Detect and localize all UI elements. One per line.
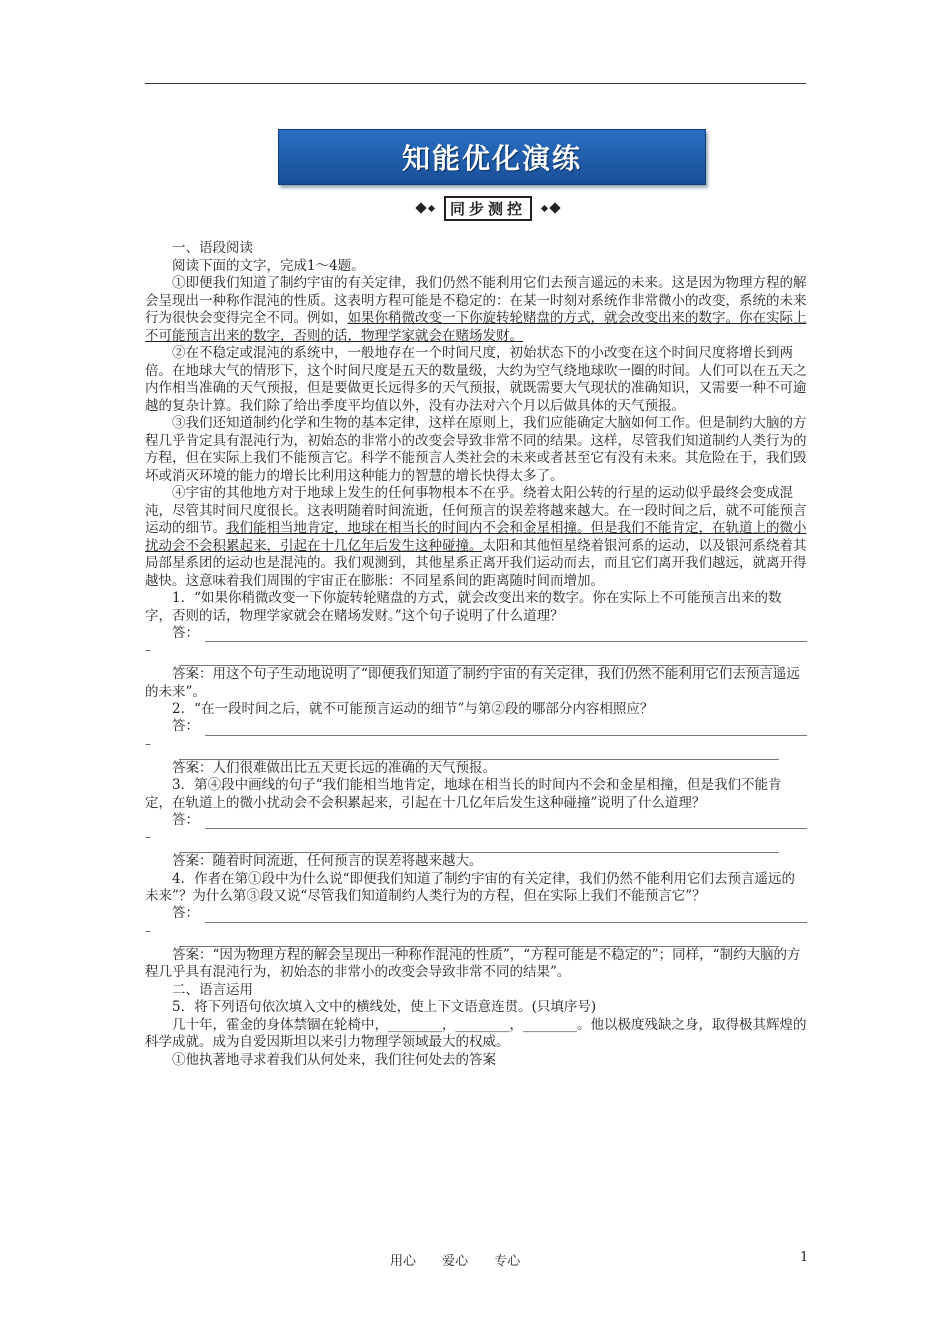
answer-line-1[interactable] xyxy=(145,625,807,642)
p1-underlined: 如果你稍微改变一下你旋转轮赌盘的方式，就会改变出来的数字。你在实际上不可能预言出来的数字，否则的话，物理学家就会在赌场发财。 xyxy=(145,310,807,344)
question-5-text: 几十年，霍金的身体禁锢在轮椅中，________，________，________。他以极度残缺之身，取得极其辉煌的科学成就。成为自爱因斯坦以来引力物理学领域最大的权威。 xyxy=(145,1016,807,1050)
title-banner xyxy=(278,129,706,185)
paragraph-3: ③我们还知道制约化学和生物的基本定律，这样在原则上，我们应能确定大脑如何工作。但是制约大脑的方程几乎肯定具有混沌行为，初始态的非常小的改变会导致非常不同的结果。这样，尽管我们知道制约人类行为的方程，但在实际上我们不能预言它。科学不能预言人类社会的未来或者甚至它有没有未来。其危险在于，我们毁坏或消灭环境的能力的增长比利用这种能力的智慧的增长快得太多了。 xyxy=(145,415,807,484)
answer-rule xyxy=(179,753,779,760)
answer-label: 答： xyxy=(172,718,199,734)
answer-label: 答： xyxy=(172,624,199,641)
section1-instruction: 阅读下面的文字，完成1～4题。 xyxy=(172,257,365,274)
footer-motto: 用心 爱心 专心 xyxy=(390,1254,521,1269)
answer-line-3[interactable] xyxy=(145,812,807,829)
section1-heading: 一、语段阅读 xyxy=(172,240,253,256)
question-2: 2．“在一段时间之后，就不可能预言运动的细节”与第②段的哪部分内容相照应？ xyxy=(172,701,654,717)
diamond-icon xyxy=(415,202,426,213)
answer-line-4[interactable] xyxy=(145,906,807,923)
answer-dash: – xyxy=(145,923,151,938)
answer-dash: – xyxy=(145,830,151,844)
page-number: 1 xyxy=(800,1250,809,1265)
p4-text-b: 太阳和其他恒星绕着银河系的运动，以及银河系绕着其局部星系团的运动也是混沌的。我们观测到，其他星系正离开我们运动而去，而且它们离开我们越远，就离开得越快。这意味着我们周围的宇宙正在膨胀：不同星系间的距离随时间而增加。 xyxy=(145,537,807,589)
paragraph-4 xyxy=(145,485,807,590)
question-1: 1．“如果你稍微改变一下你旋转轮赌盘的方式，就会改变出来的数字。你在实际上不可能预言出来的数字，否则的话，物理学家就会在赌场发财。”这个句子说明了什么道理？ xyxy=(145,590,782,624)
answer-rule xyxy=(179,659,779,666)
option-1: ①他执著地寻求着我们从何处来，我们往何处去的答案 xyxy=(172,1051,496,1068)
answer-2: 答案：人们很难做出比五天更长远的准确的天气预报。 xyxy=(172,759,496,776)
answer-1: 答案：用这个句子生动地说明了“即便我们知道了制约宇宙的有关定律，我们仍然不能利用它们去预言遥远的未来”。 xyxy=(145,666,800,700)
answer-dash: – xyxy=(145,736,151,751)
top-rule xyxy=(145,83,806,84)
diamond-icon xyxy=(549,202,560,213)
answer-dash: – xyxy=(145,643,151,657)
answer-label: 答： xyxy=(172,811,199,828)
answer-4: 答案：“因为物理方程的解会呈现出一种称作混沌的性质”，“方程可能是不稳定的”；同样，“制约大脑的方程几乎具有混沌行为，初始态的非常小的改变会导致非常不同的结果”。 xyxy=(145,946,801,980)
answer-3: 答案：随着时间流逝，任何预言的误差将越来越大。 xyxy=(172,853,483,869)
diamond-icon xyxy=(541,204,548,211)
answer-label: 答： xyxy=(172,905,199,921)
section2-heading: 二、语言运用 xyxy=(172,981,253,998)
answer-rule xyxy=(179,846,779,853)
p4-underlined: 我们能相当地肯定，地球在相当长的时间内不会和金星相撞。但是我们不能肯定，在轨道上的微小扰动会不会积累起来，引起在十几亿年后发生这种碰撞。 xyxy=(145,520,807,554)
question-5: 5．将下列语句依次填入文中的横线处，使上下文语意连贯。(只填序号) xyxy=(172,999,597,1015)
banner-title: 知能优化演练 xyxy=(401,142,582,175)
question-4: 4．作者在第①段中为什么说“即便我们知道了制约宇宙的有关定律，我们仍然不能利用它们去预言遥远的未来”？为什么第③段又说“尽管我们知道制约人类行为的方程，但在实际上我们不能预言它”？ xyxy=(145,870,795,904)
document-body xyxy=(145,240,807,1069)
diamond-icon xyxy=(428,204,435,211)
answer-line-2[interactable] xyxy=(145,719,807,736)
question-3: 3．第④段中画线的句子“我们能相当地肯定，地球在相当长的时间内不会和金星相撞，但是我们不能肯定，在轨道上的微小扰动会不会积累起来，引起在十几亿年后发生这种碰撞”说明了什么道理？ xyxy=(145,777,782,811)
paragraph-2: ②在不稳定或混沌的系统中，一般地存在一个时间尺度，初始状态下的小改变在这个时间尺度将增长到两倍。在地球大气的情形下，这个时间尺度是五天的数量级，大约为空气绕地球吹一圈的时间。人们可以在五天之内作相当准确的天气预报，但是要做更长远得多的天气预报，就既需要大气现状的准确知识，又需要一种不可逾越的复杂计算。我们除了给出季度平均值以外，没有办法对六个月以后做具体的天气预报。 xyxy=(145,345,807,414)
answer-rule xyxy=(179,940,779,947)
section-label-text: 同步测控 xyxy=(444,196,532,221)
p1-text: ①即便我们知道了制约宇宙的有关定律，我们仍然不能利用它们去预言遥远的未来。这是因为物理方程的解会呈现出一种称作混沌的性质。这表明方程可能是不稳定的：在某一时刻对系统作非常微小的改变，系统的未来行为很快会变得完全不同。例如， xyxy=(145,275,807,326)
p4-text-a: ④宇宙的其他地方对于地球上发生的任何事物根本不在乎。绕着太阳公转的行星的运动似乎最终会变成混沌，尽管其时间尺度很长。这表明随着时间流逝，任何预言的误差将越来越大。在一段时间之后，就不可能预言运动的细节。 xyxy=(145,485,807,536)
section-label xyxy=(388,196,588,220)
paragraph-1 xyxy=(145,275,807,345)
